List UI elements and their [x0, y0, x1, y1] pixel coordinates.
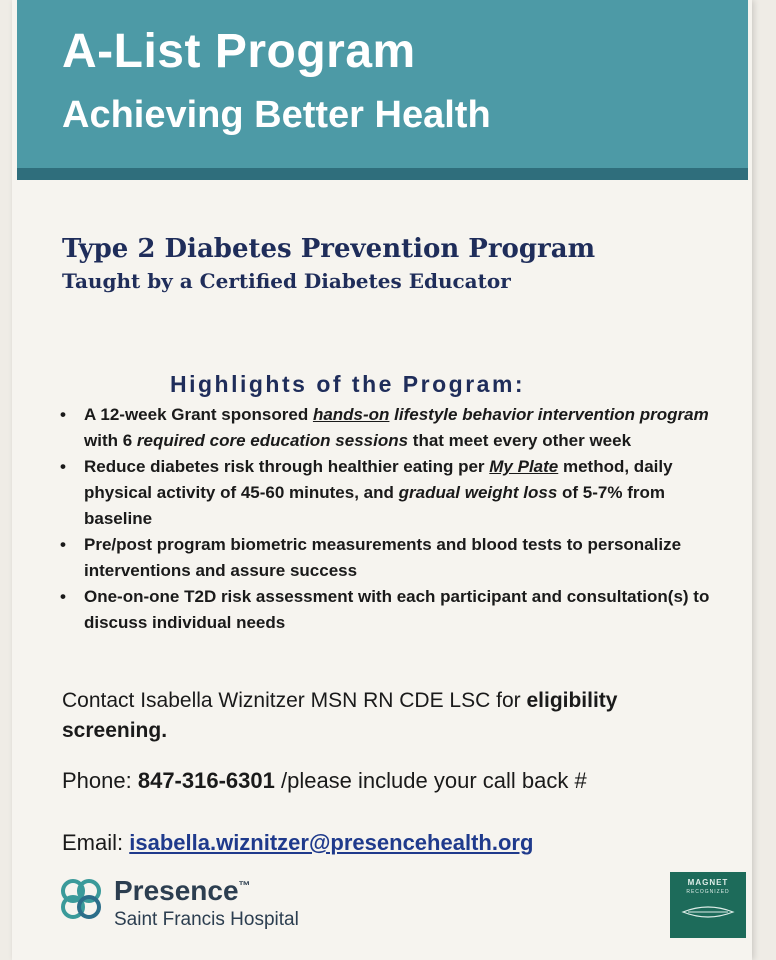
hospital-logo — [56, 872, 356, 942]
banner-divider — [17, 168, 748, 180]
highlights-heading: Highlights of the Program: — [170, 371, 526, 397]
program-tagline: Achieving Better Health — [62, 94, 491, 136]
logo-subtitle: Saint Francis Hospital — [114, 909, 299, 930]
email-link[interactable]: isabella.wiznitzer@presencehealth.org — [129, 830, 534, 855]
program-title: A-List Program — [62, 25, 416, 78]
laurel-icon — [678, 900, 738, 924]
presence-logo-icon — [56, 874, 106, 924]
list-item: • A 12-week Grant sponsored hands-on lifestyle behavior intervention program with 6 required core education sessions that meet every other week — [56, 402, 716, 454]
email-line: Email: isabella.wiznitzer@presencehealth.org — [62, 830, 534, 855]
list-item: • One-on-one T2D risk assessment with each participant and consultation(s) to discuss individual needs — [56, 584, 716, 636]
phone-line: Phone: 847-316-6301 /please include your call back # — [62, 768, 587, 793]
program-educator: Taught by a Certified Diabetes Educator — [62, 269, 511, 293]
highlights-list — [56, 402, 716, 636]
bullet-icon: • — [60, 457, 66, 476]
logo-name: Presence™ — [114, 875, 251, 906]
bullet-icon: • — [60, 535, 66, 554]
bullet-icon: • — [60, 405, 66, 424]
list-item: • Reduce diabetes risk through healthier eating per My Plate method, daily physical activity of 45-60 minutes, and gradual weight loss of 5-7% from baseline — [56, 454, 716, 532]
magnet-badge: MAGNET RECOGNIZED — [670, 872, 746, 938]
program-name: Type 2 Diabetes Prevention Program — [62, 234, 596, 264]
flyer-page — [12, 0, 752, 960]
contact-line: Contact Isabella Wiznitzer MSN RN CDE LSC for eligibility screening. — [62, 689, 618, 742]
list-item: • Pre/post program biometric measurements and blood tests to personalize interventions and assure success — [56, 532, 716, 584]
bullet-icon: • — [60, 587, 66, 606]
phone-number: 847-316-6301 — [137, 768, 275, 793]
